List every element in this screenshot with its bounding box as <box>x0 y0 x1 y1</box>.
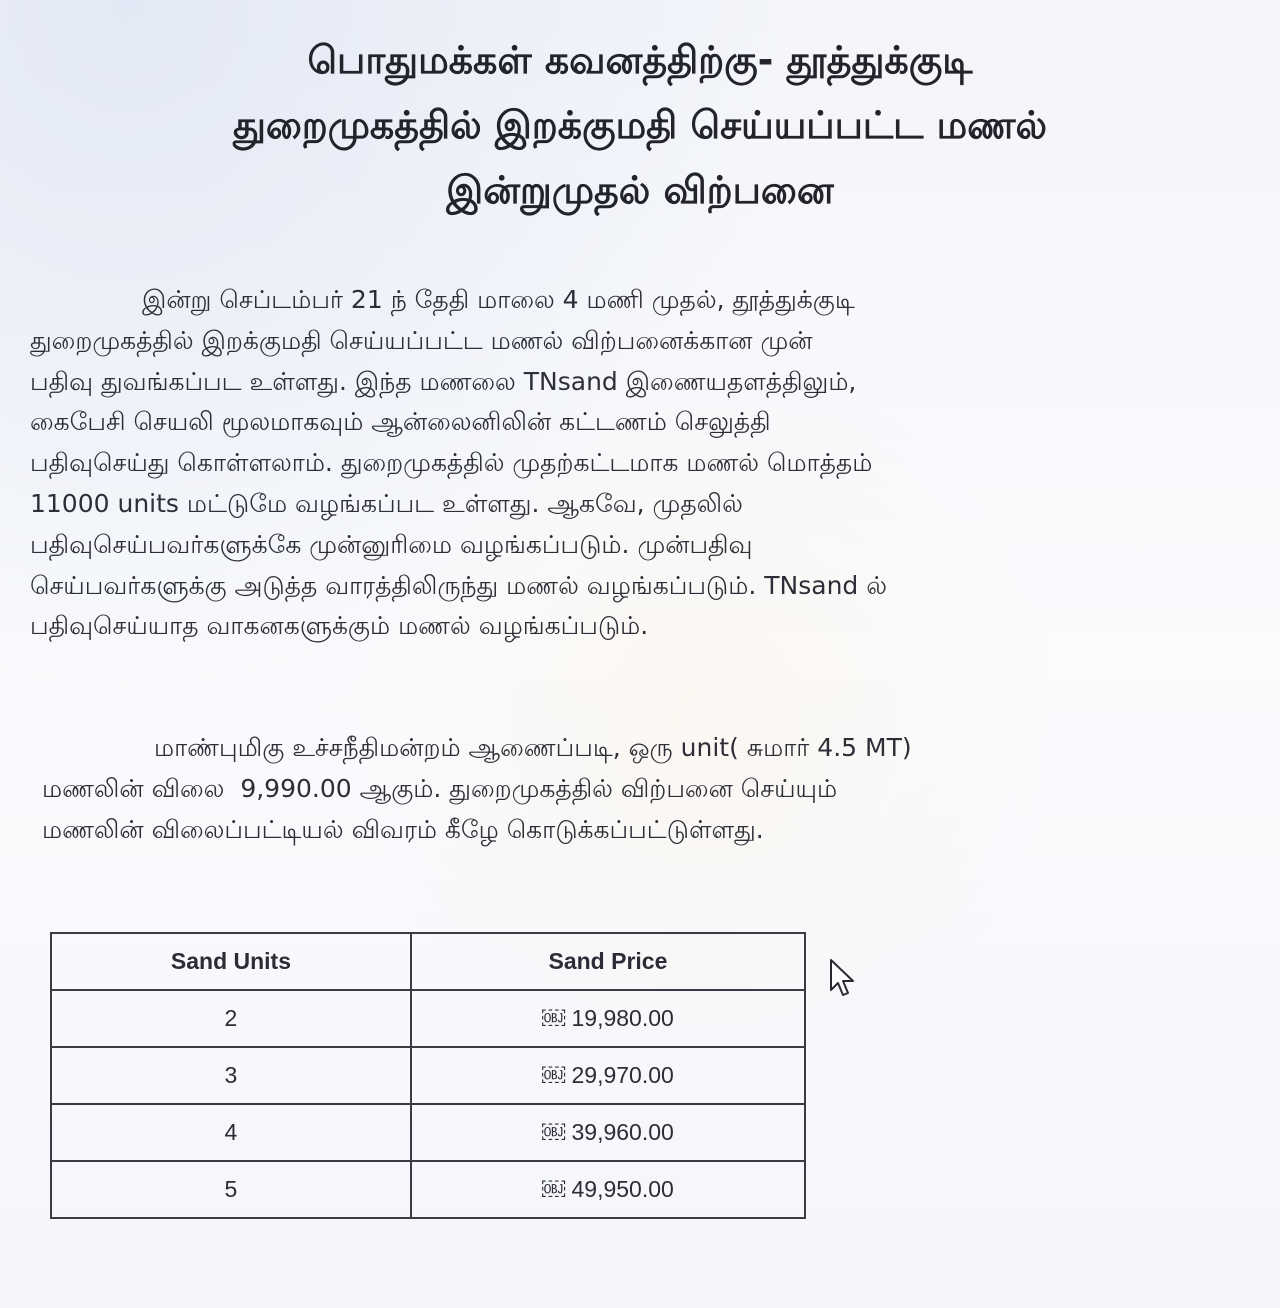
cell-units: 2 <box>51 990 411 1047</box>
headline-line-1: பொதுமக்கள் கவனத்திற்கு- தூத்துக்குடி <box>307 38 973 82</box>
table-row <box>51 1161 805 1218</box>
notice-paragraph-1 <box>30 280 1270 647</box>
paragraph-1-line: பதிவுசெய்பவர்களுக்கே முன்னுரிமை வழங்கப்படும். முன்பதிவு <box>30 529 753 559</box>
headline-line-3: இன்றுமுதல் விற்பனை <box>446 168 834 212</box>
paragraph-1-line: செய்பவர்களுக்கு அடுத்த வாரத்திலிருந்து மணல் வழங்கப்படும். TNsand ல் <box>30 570 887 600</box>
header-sand-units: Sand Units <box>51 933 411 990</box>
header-sand-price: Sand Price <box>411 933 805 990</box>
mouse-pointer-icon <box>828 958 862 998</box>
table-header-row <box>51 933 805 990</box>
notice-headline <box>60 28 1220 223</box>
sand-price-table <box>50 932 806 1219</box>
paragraph-1-line: துறைமுகத்தில் இறக்குமதி செய்யப்பட்ட மணல் விற்பனைக்கான முன் <box>30 325 813 355</box>
paragraph-2-line: மாண்புமிகு உச்சநீதிமன்றம் ஆணைப்படி, ஒரு unit( சுமார் 4.5 MT) <box>154 733 912 762</box>
table-row <box>51 1104 805 1161</box>
paragraph-1-line: கைபேசி செயலி மூலமாகவும் ஆன்லைனிலின் கட்டணம் செலுத்தி <box>30 407 771 437</box>
cell-units: 4 <box>51 1104 411 1161</box>
cell-units: 5 <box>51 1161 411 1218</box>
paragraph-1-line: 11000 units மட்டுமே வழங்கப்பட உள்ளது. ஆகவே, முதலில் <box>30 488 743 518</box>
table-row <box>51 1047 805 1104</box>
cell-price: ￼ 49,950.00 <box>411 1161 805 1218</box>
paragraph-1-line: பதிவுசெய்து கொள்ளலாம். துறைமுகத்தில் முதற்கட்டமாக மணல் மொத்தம் <box>30 448 873 478</box>
cell-units: 3 <box>51 1047 411 1104</box>
paragraph-2-line: மணலின் விலைப்பட்டியல் விவரம் கீழே கொடுக்கப்பட்டுள்ளது. <box>42 814 764 844</box>
cell-price: ￼ 29,970.00 <box>411 1047 805 1104</box>
paragraph-1-line: இன்று செப்டம்பர் 21 ந் தேதி மாலை 4 மணி முதல், தூத்துக்குடி <box>142 285 855 314</box>
paragraph-1-line: பதிவு துவங்கப்பட உள்ளது. இந்த மணலை TNsand இணையதளத்திலும், <box>30 366 857 396</box>
cell-price: ￼ 19,980.00 <box>411 990 805 1047</box>
cell-price: ￼ 39,960.00 <box>411 1104 805 1161</box>
paragraph-2-line: மணலின் விலை ￼ 9,990.00 ஆகும். துறைமுகத்தில் விற்பனை செய்யும் <box>42 773 838 803</box>
notice-paragraph-2 <box>42 728 1280 850</box>
table-row <box>51 990 805 1047</box>
paragraph-1-line: பதிவுசெய்யாத வாகனகளுக்கும் மணல் வழங்கப்படும். <box>30 611 649 641</box>
headline-line-2: துறைமுகத்தில் இறக்குமதி செய்யப்பட்ட மணல் <box>232 103 1048 147</box>
